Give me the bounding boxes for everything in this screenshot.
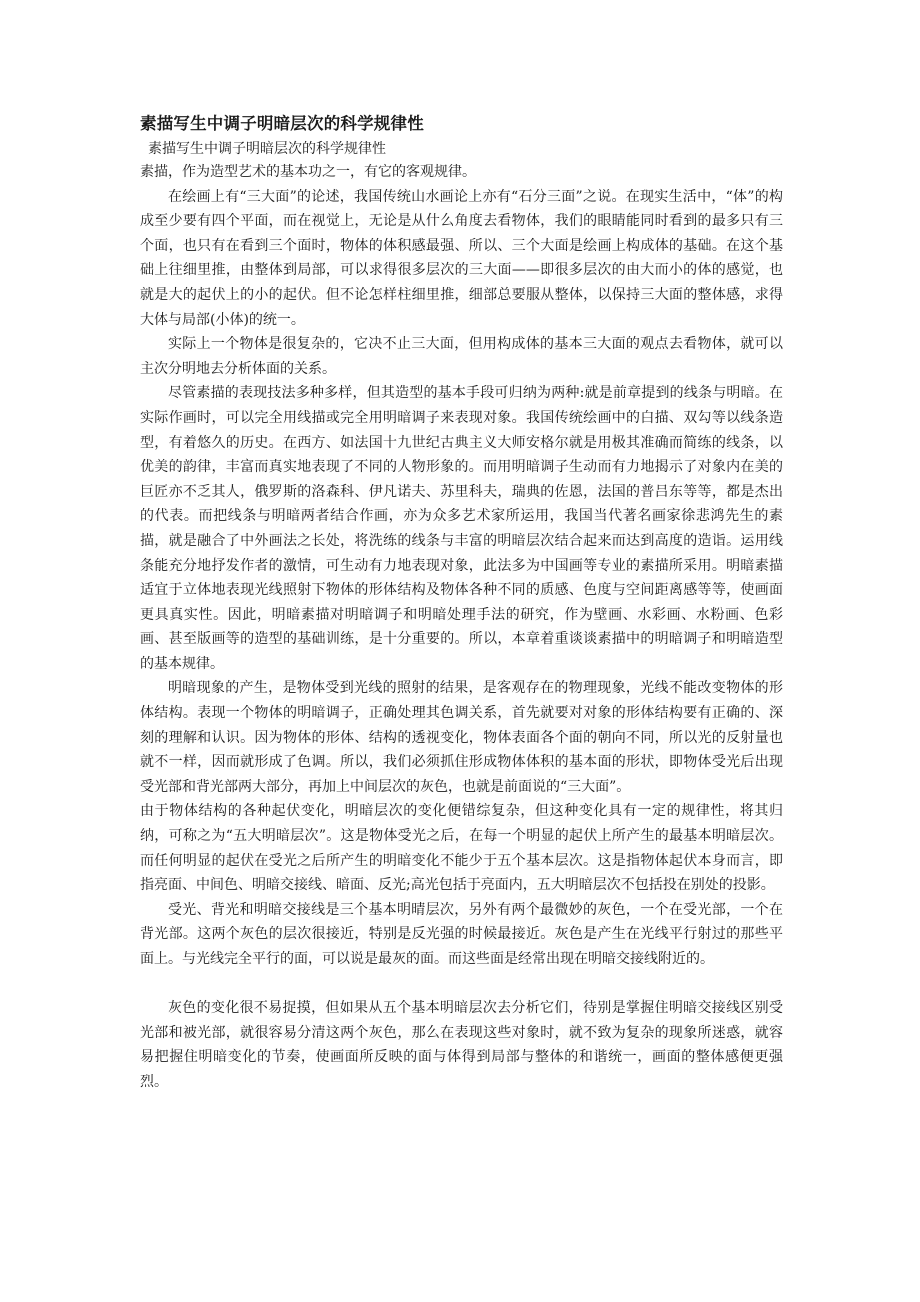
paragraph-light-origin: 明暗现象的产生，是物体受到光线的照射的结果，是客观存在的物理现象，光线不能改变物体的形体结构。表现一个物体的明暗调子，正确处理其色调关系，首先就要对对象的形体结构要有正确的、深刻的理解和认识。因为物体的形体、结构的透视变化，物体表面各个面的朝向不同，所以光的反射量也就不一样，因而就形成了色调。所以，我们必须抓住形成物体体积的基本面的形状，即物体受光后出现受光部和背光部两大部分，再加上中间层次的灰色，也就是前面说的“三大面”。 bbox=[140, 680, 783, 795]
paragraph-five-tones: 由于物体结构的各种起伏变化，明暗层次的变化便错综复杂，但这种变化具有一定的规律性，将其归纳，可称之为“五大明暗层次”。这是物体受光之后，在每一个明显的起伏上所产生的最基本明暗层次。而任何明显的起伏在受光之后所产生的明暗变化不能少于五个基本层次。这是指物体起伏本身而言，即指亮面、中间色、明暗交接线、暗面、反光;高光包括于亮面内，五大明暗层次不包括投在别处的投影。 bbox=[140, 803, 783, 894]
intro-paragraph: 素描，作为造型艺术的基本功之一，有它的客观规律。 bbox=[140, 164, 476, 180]
paragraph-gray-variation: 灰色的变化很不易捉摸，但如果从五个基本明暗层次去分析它们，待别是掌握住明暗交接线区别受光部和被光部，就很容易分清这两个灰色，那么在表现这些对象时，就不致为复杂的现象所迷惑，就容易把握住明暗变化的节奏，使画面所反映的面与体得到局部与整体的和谐统一，画面的整体感便更强烈。 bbox=[140, 1000, 783, 1090]
paragraph-line-and-shading: 尽管素描的表现技法多种多样，但其造型的基本手段可归纳为两种:就是前章提到的线条与明暗。在实际作画时，可以完全用线描或完全用明暗调子来表现对象。我国传统绘画中的白描、双勾等以线条造型，有着悠久的历史。在西方、如法国十九世纪古典主义大师安格尔就是用极其准确而简练的线条，以优美的韵律，丰富而真实地表现了不同的人物形象的。而用明暗调子生动而有力地揭示了对象内在美的巨匠亦不乏其人，俄罗斯的洛森科、伊凡诺夫、苏里科夫，瑞典的佐恩，法国的普吕东等等，都是杰出的代表。而把线条与明暗两者结合作画，亦为众多艺术家所运用，我国当代著名画家徐悲鸿先生的素描，就是融合了中外画法之长处，将洗练的线条与丰富的明暗层次结合起来而达到高度的造诣。运用线条能充分地抒发作者的激情，可生动有力地表现对象，此法多为中国画等专业的素描所采用。明暗素描适宜于立体地表现光线照射下物体的形体结构及物体各种不同的质感、色度与空间距离感等等，使画面更具真实性。因此，明暗素描对明暗调子和明暗处理手法的研究，作为壁画、水彩画、水粉画、色彩画、甚至版画等的造型的基础训练，是十分重要的。所以，本章着重谈谈素描中的明暗调子和明暗造型的基本规律。 bbox=[140, 385, 783, 672]
paragraph-spacer bbox=[140, 972, 783, 997]
document-subtitle: 素描写生中调子明暗层次的科学规律性 bbox=[148, 141, 386, 157]
document-page bbox=[140, 112, 783, 1095]
paragraph-three-faces: 在绘画上有“三大面”的论述，我国传统山水画论上亦有“石分三面”之说。在现实生活中，“体”的构成至少要有四个平面，而在视觉上，无论是从什么角度去看物体，我们的眼睛能同时看到的最多只有三个面，也只有在看到三个面时，物体的体积感最强、所以、三个大面是绘画上构成体的基础。在这个基础上往细里推，由整体到局部，可以求得很多层次的三大面——即很多层次的由大而小的体的感觉，也就是大的起伏上的小的起伏。但不论怎样柱细里推，细部总要服从整体，以保持三大面的整体感，求得大体与局部(小体)的统一。 bbox=[140, 188, 783, 328]
paragraph-object-complexity: 实际上一个物体是很复杂的，它决不止三大面，但用构成体的基本三大面的观点去看物体，就可以主次分明地去分析体面的关系。 bbox=[140, 336, 783, 377]
paragraph-gray-tones: 受光、背光和明暗交接线是三个基本明晴层次，另外有两个最微妙的灰色，一个在受光部，一个在背光部。这两个灰色的层次很接近，特别是反光强的时候最接近。灰色是产生在光线平行射过的那些平面上。与光线完全平行的面，可以说是最灰的面。而这些面是经常出现在明暗交接线附近的。 bbox=[140, 901, 783, 967]
document-title: 素描写生中调子明暗层次的科学规律性 bbox=[140, 114, 424, 133]
